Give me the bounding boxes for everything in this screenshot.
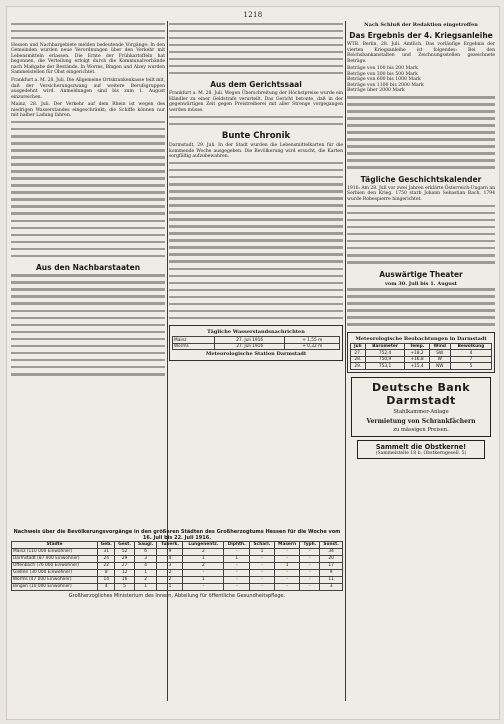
water-level-box <box>169 325 343 361</box>
water-level-title: Tägliche Wasserstandsnachrichten <box>207 329 305 336</box>
table-row: Offenbach (76 000 Einwohner) 22 27 4 3 2 - - 1 - 17 <box>12 562 343 569</box>
list-item: Beträge von 600 bis 1000 Mark <box>347 77 421 83</box>
table-header-row: Städte Geb. Gest. Säugl. Tuberk. Lungenentz. Diphth. Scharl. Masern Typh. Sonst. <box>12 542 343 549</box>
bank-subline-3: zu mässigen Preisen. <box>393 426 449 433</box>
col3-heading-theater: Auswärtige Theater <box>379 269 463 279</box>
notice-detail: (Sammelstelle 18 b. Obstkerngesell. 5) <box>375 450 467 456</box>
table-row: Bingen (10 000 Einwohner) 4 5 1 1 - - - - - 3 <box>12 583 343 590</box>
table-row: Darmstadt (87 000 Einwohner) 24 29 3 4 1 1 - - - 20 <box>12 555 343 562</box>
bank-subline-1: Stahlkammer-Anlage <box>393 408 449 415</box>
statistics-footnote: Großherzogliches Ministerium des Innern, Abteilung für öffentliche Gesundheitspflege. <box>68 592 286 599</box>
table-row: Worms (47 000 Einwohner) 14 16 2 2 1 - - - - 11 <box>12 576 343 583</box>
water-level-table <box>172 336 340 350</box>
col3-heading-war-loan: Das Ergebnis der 4. Kriegsanleihe <box>349 31 493 40</box>
column-right <box>347 21 495 701</box>
col2-paragraph-2: Darmstadt, 29. Juli. In der Stadt wurden die Lebensmittelkarten für die kommende Woche ausgegeben. Die Bevölkerung wird ersucht, die Karten sorgfältig aufzubewahren. <box>169 143 343 160</box>
table-header-row: Juli Barometer Temp. Wind Bewölkung <box>351 343 492 350</box>
list-item: Beträge über 2000 Mark <box>347 88 405 94</box>
col2-heading-court: Aus dem Gerichtssaal <box>210 80 302 90</box>
water-level-note: Meteorologische Station Darmstadt <box>205 351 307 358</box>
page-number: 1218 <box>243 11 263 19</box>
population-statistics <box>11 529 343 697</box>
col2-heading-chronicle: Bunte Chronik <box>221 131 291 142</box>
table-row: Gießen (30 000 Einwohner) 8 12 1 2 - - - - - 9 <box>12 569 343 576</box>
statistics-title: Nachweis über die Bevölkerungsvorgänge in den größeren Städten des Großherzogtums Hessen für die Woche vom 16. Juli bis 22. Juli 1916. <box>13 529 341 541</box>
bank-advertisement <box>351 377 491 437</box>
bank-subline-2: Vermietung von Schrankfächern <box>366 417 476 425</box>
theater-subtitle: vom 30. Juli bis 1. August <box>385 280 457 287</box>
notice-headline: Sammelt die Obstkerne! <box>375 442 467 451</box>
col1-paragraph-2: Frankfurt a. M. 28. Juli. Die Allgemeine Ortskrankenkasse teilt mit, daß der Versicherungszwang auf weitere Berufsgruppen ausgedehnt wird. Anmeldungen sind bis zum 1. August einzureichen. <box>11 78 165 100</box>
list-item: Beträge von 300 bis 500 Mark <box>347 71 418 77</box>
col3-paragraph-2: 1916: Am 28. Juli vor zwei Jahren erklärte Österreich-Ungarn an Serbien den Krieg. 1750 starb Johann Sebastian Bach. 1794 wurde Robespierre hingerichtet. <box>347 185 495 203</box>
col1-heading: Aus den Nachbarstaaten <box>35 263 141 273</box>
table-row: 28. 750,9 +16,8 W 7 <box>351 356 492 363</box>
fruit-pits-notice <box>357 440 485 459</box>
column-rule-right <box>345 21 346 701</box>
list-item: Beträge von 100 bis 200 Mark <box>347 66 418 72</box>
newspaper-page <box>6 6 500 720</box>
list-item: Beträge von 1100 bis 2000 Mark <box>347 82 424 88</box>
col1-paragraph-1: Hessen und Nachbargebiete melden bedeutende Vorgänge: In den Gemeinden wurden neue Verordnungen über den Verkehr mit Lebensmitteln erlassen. Die Ernte der Frühkartoffeln hat begonnen, die Verteilung erfolgt durch die Kommunalverbände nach Maßgabe der Bestände. In Worms, Bingen und Alzey wurden Sammelstellen für Obst eingerichtet. <box>11 42 165 76</box>
table-row: 27. 752,4 +18,2 SW 4 <box>351 350 492 357</box>
table-row: Mainz (110 000 Einwohner) 31 52 6 9 2 - 1 - - 34 <box>12 548 343 555</box>
table-row: Mainz 27. Juli 1916 + 1,55 m <box>173 337 340 344</box>
col1-paragraph-3: Mainz, 28. Juli. Der Verkehr auf dem Rhein ist wegen des niedrigen Wasserstandes eingeschränkt; die Schiffe können nur mit halber Ladung fahren. <box>11 102 165 119</box>
amount-list <box>347 66 495 94</box>
bank-name: Deutsche Bank Darmstadt <box>371 380 471 407</box>
weather-title: Meteorologische Beobachtungen in Darmstadt <box>355 335 487 342</box>
table-row: Worms 27. Juli 1916 + 0,32 m <box>173 343 340 350</box>
statistics-table <box>11 541 343 591</box>
weather-table <box>350 343 492 370</box>
col2-paragraph-1: Frankfurt a. M. 28. Juli. Wegen Überschreitung der Höchstpreise wurde ein Händler zu einer Geldstrafe verurteilt. Das Gericht betonte, daß in der gegenwärtigen Zeit gegen Preistreiberei mit aller Strenge vorgegangen werden müsse. <box>169 91 343 114</box>
col3-heading-calendar: Tägliche Geschichtskalender <box>360 174 482 184</box>
table-row: 29. 753,1 +15,4 NW 5 <box>351 363 492 370</box>
weather-box <box>347 332 495 373</box>
col3-paragraph-1: WTB. Berlin, 28. Juli. Amtlich. Das vorläufige Ergebnis der vierten Kriegsanleihe ist folgendes: Bei den Reichsbankanstalten und Zeichnungsstellen gezeichnete Beträge. <box>347 42 495 64</box>
late-news-label: Nach Schluß der Redaktion eingetroffen <box>364 22 478 28</box>
